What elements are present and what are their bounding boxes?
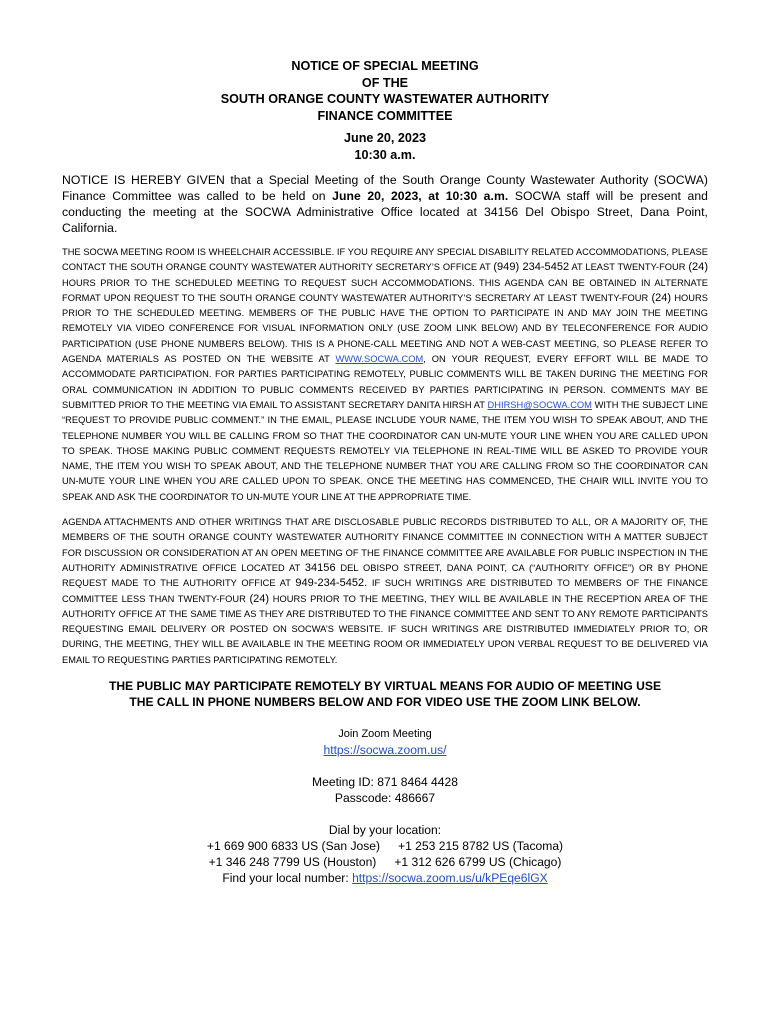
access-hours-2: (24) [651, 291, 672, 304]
title-line-1: NOTICE OF SPECIAL MEETING [291, 59, 479, 73]
dial-chicago: +1 312 626 6799 US (Chicago) [394, 855, 562, 870]
agenda-attachments-paragraph [62, 515, 708, 668]
document-page [62, 58, 708, 886]
access-hours-1: (24) [688, 261, 709, 274]
notice-text-2: SOCWA staff will be present and conducting the meeting at the SOCWA Administrative Office located at 34156 Del Obispo Street, Dana Point, California. [62, 189, 708, 235]
zoom-join-row [62, 742, 708, 758]
title-line-2: OF THE [361, 75, 409, 90]
zoom-passcode: Passcode: 486667 [334, 791, 436, 806]
email-link[interactable]: DHIRSH@SOCWA.COM [487, 399, 592, 410]
accessibility-paragraph [62, 245, 708, 505]
public-participation-notice [62, 679, 708, 710]
access-text-1: THE SOCWA MEETING ROOM IS WHEELCHAIR ACCESSIBLE. IF YOU REQUIRE ANY SPECIAL DISABILITY RELATED ACCOMMODATIONS, PLEASE CONTACT THE SOUTH ORANGE COUNTY WASTEWATER AUTHORITY SECRETARY’S OFFICE AT [62, 247, 708, 273]
agenda-text-4: HOURS PRIOR TO THE MEETING, THEY WILL BE AVAILABLE IN THE RECEPTION AREA OF THE AUTHORITY OFFICE AT THE SAME TIME AS THEY ARE DISTRIBUTED TO THE FINANCE COMMITTEE AND SENT TO ANY REMOTE PARTICIPANTS REQUESTING EMAIL DELIVERY OR POSTED ON SOCWA’S WEBSITE. IF SUCH WRITINGS ARE DISTRIBUTED IMMEDIATELY PRIOR TO, OR DURING, THE MEETING, THEY WILL BE AVAILABLE IN THE MEETING ROOM OR IMMEDIATELY UPON VERBAL REQUEST TO BE DELIVERED VIA EMAIL TO REQUESTING PARTIES PARTICIPATING REMOTELY. [62, 593, 708, 665]
dial-label: Dial by your location: [328, 823, 442, 838]
meeting-datetime [62, 130, 708, 163]
notice-bold-datetime: June 20, 2023, at 10:30 a.m. [332, 189, 509, 203]
agenda-phone: 949-234-5452. [295, 577, 368, 590]
dial-houston: +1 346 248 7799 US (Houston) [208, 855, 377, 870]
zoom-join-link[interactable]: https://socwa.zoom.us/ [323, 743, 447, 758]
dial-row-1 [62, 838, 708, 854]
access-text-5: , ON YOUR REQUEST, EVERY EFFORT WILL BE MADE TO ACCOMMODATE PARTICIPATION. FOR PARTIES PARTICIPATING REMOTELY, PUBLIC COMMENTS WILL BE TAKEN DURING THE MEETING FOR ORAL COMMUNICATION IN ADDITION TO PUBLIC COMMENTS RECEIVED BY PARTIES PARTICIPATING IN PERSON. COMMENTS MAY BE SUBMITTED PRIOR TO THE MEETING VIA EMAIL TO ASSISTANT SECRETARY DANITA HIRSH AT [62, 354, 708, 410]
document-title [62, 58, 708, 124]
meeting-date: June 20, 2023 [344, 131, 426, 145]
agenda-hours: (24) [249, 592, 270, 605]
title-line-3: SOUTH ORANGE COUNTY WASTEWATER AUTHORITY [220, 92, 550, 106]
access-text-4: HOURS PRIOR TO THE SCHEDULED MEETING. MEMBERS OF THE PUBLIC HAVE THE OPTION TO PARTICIPATE IN AND MAY JOIN THE MEETING REMOTELY VIA VIDEO CONFERENCE FOR VISUAL INFORMATION ONLY (USE ZOOM LINK BELOW) AND BY TELECONFERENCE FOR AUDIO PARTICIPATION (USE PHONE NUMBERS BELOW). THIS IS A PHONE-CALL MEETING AND NOT A WEB-CAST MEETING, SO PLEASE REFER TO AGENDA MATERIALS AS POSTED ON THE WEBSITE AT [62, 292, 708, 365]
access-text-3: HOURS PRIOR TO THE SCHEDULED MEETING TO REQUEST SUCH ACCOMMODATIONS. THIS AGENDA CAN BE OBTAINED IN ALTERNATE FORMAT UPON REQUEST TO THE SOUTH ORANGE COUNTY WASTEWATER AUTHORITY’S SECRETARY AT LEAST TWENTY-FOUR [62, 277, 708, 303]
local-number-link[interactable]: https://socwa.zoom.us/u/kPEqe6lGX [352, 871, 548, 886]
agenda-address-number: 34156 [304, 561, 336, 574]
access-text-6: WITH THE SUBJECT LINE “REQUEST TO PROVIDE PUBLIC COMMENT.” IN THE EMAIL, PLEASE INCLUDE YOUR NAME, THE ITEM YOU WISH TO SPEAK ABOUT, AND THE TELEPHONE NUMBER YOU WILL BE CALLING FROM SO THAT THE COORDINATOR CAN UN-MUTE YOUR LINE WHEN YOU ARE CALLED UPON TO SPEAK. THOSE MAKING PUBLIC COMMENT REQUESTS REMOTELY VIA TELEPHONE IN REAL-TIME WILL BE ASKED TO PROVIDE YOUR NAME, THE ITEM YOU WISH TO SPEAK ABOUT, AND THE TELEPHONE NUMBER THAT YOU ARE CALLING FROM SO THE COORDINATOR CAN UN-MUTE YOUR LINE WHEN YOU ARE CALLED UPON TO SPEAK. ONCE THE MEETING HAS COMMENCED, THE CHAIR WILL INVITE YOU TO SPEAK AND ASK THE COORDINATOR TO UN-MUTE YOUR LINE AT THE APPROPRIATE TIME. [62, 399, 709, 502]
agenda-text-3: IF SUCH WRITINGS ARE DISTRIBUTED TO MEMBERS OF THE FINANCE COMMITTEE LESS THAN TWENTY-FOUR [62, 578, 708, 604]
notice-text-1: NOTICE IS HEREBY GIVEN that a Special Meeting of the South Orange County Wastewater Authority (SOCWA) Finance Committee was called to be held on [62, 173, 708, 203]
zoom-join-label: Join Zoom Meeting [338, 728, 432, 741]
public-notice-line-2: THE CALL IN PHONE NUMBERS BELOW AND FOR VIDEO USE THE ZOOM LINK BELOW. [129, 694, 641, 709]
meeting-time: 10:30 a.m. [354, 147, 416, 162]
dial-san-jose: +1 669 900 6833 US (San Jose) [206, 839, 381, 854]
agenda-text-1: AGENDA ATTACHMENTS AND OTHER WRITINGS THAT ARE DISCLOSABLE PUBLIC RECORDS DISTRIBUTED TO ALL, OR A MAJORITY OF, THE MEMBERS OF THE SOUTH ORANGE COUNTY WASTEWATER AUTHORITY FINANCE COMMITTEE IN CONNECTION WITH A MATTER SUBJECT FOR DISCUSSION OR CONSIDERATION AT AN OPEN MEETING OF THE FINANCE COMMITTEE ARE AVAILABLE FOR PUBLIC INSPECTION IN THE AUTHORITY ADMINISTRATIVE OFFICE LOCATED AT [62, 517, 708, 573]
title-line-4: FINANCE COMMITTEE [317, 108, 453, 123]
dial-row-2 [62, 854, 708, 870]
dial-tacoma: +1 253 215 8782 US (Tacoma) [398, 839, 564, 854]
zoom-info [62, 726, 708, 886]
access-text-2: AT LEAST TWENTY-FOUR [569, 262, 689, 273]
local-number-row [62, 870, 708, 886]
local-number-label: Find your local number: [222, 871, 353, 886]
website-link[interactable]: WWW.SOCWA.COM [335, 354, 424, 365]
agenda-text-2: DEL OBISPO STREET, DANA POINT, CA (“AUTHORITY OFFICE”) OR BY PHONE REQUEST MADE TO THE AUTHORITY OFFICE AT [62, 562, 708, 589]
notice-paragraph [62, 172, 708, 236]
public-notice-line-1: THE PUBLIC MAY PARTICIPATE REMOTELY BY VIRTUAL MEANS FOR AUDIO OF MEETING USE [108, 679, 662, 694]
zoom-meeting-id: Meeting ID: 871 8464 4428 [312, 775, 458, 790]
access-phone: (949) 234-5452 [493, 261, 570, 274]
